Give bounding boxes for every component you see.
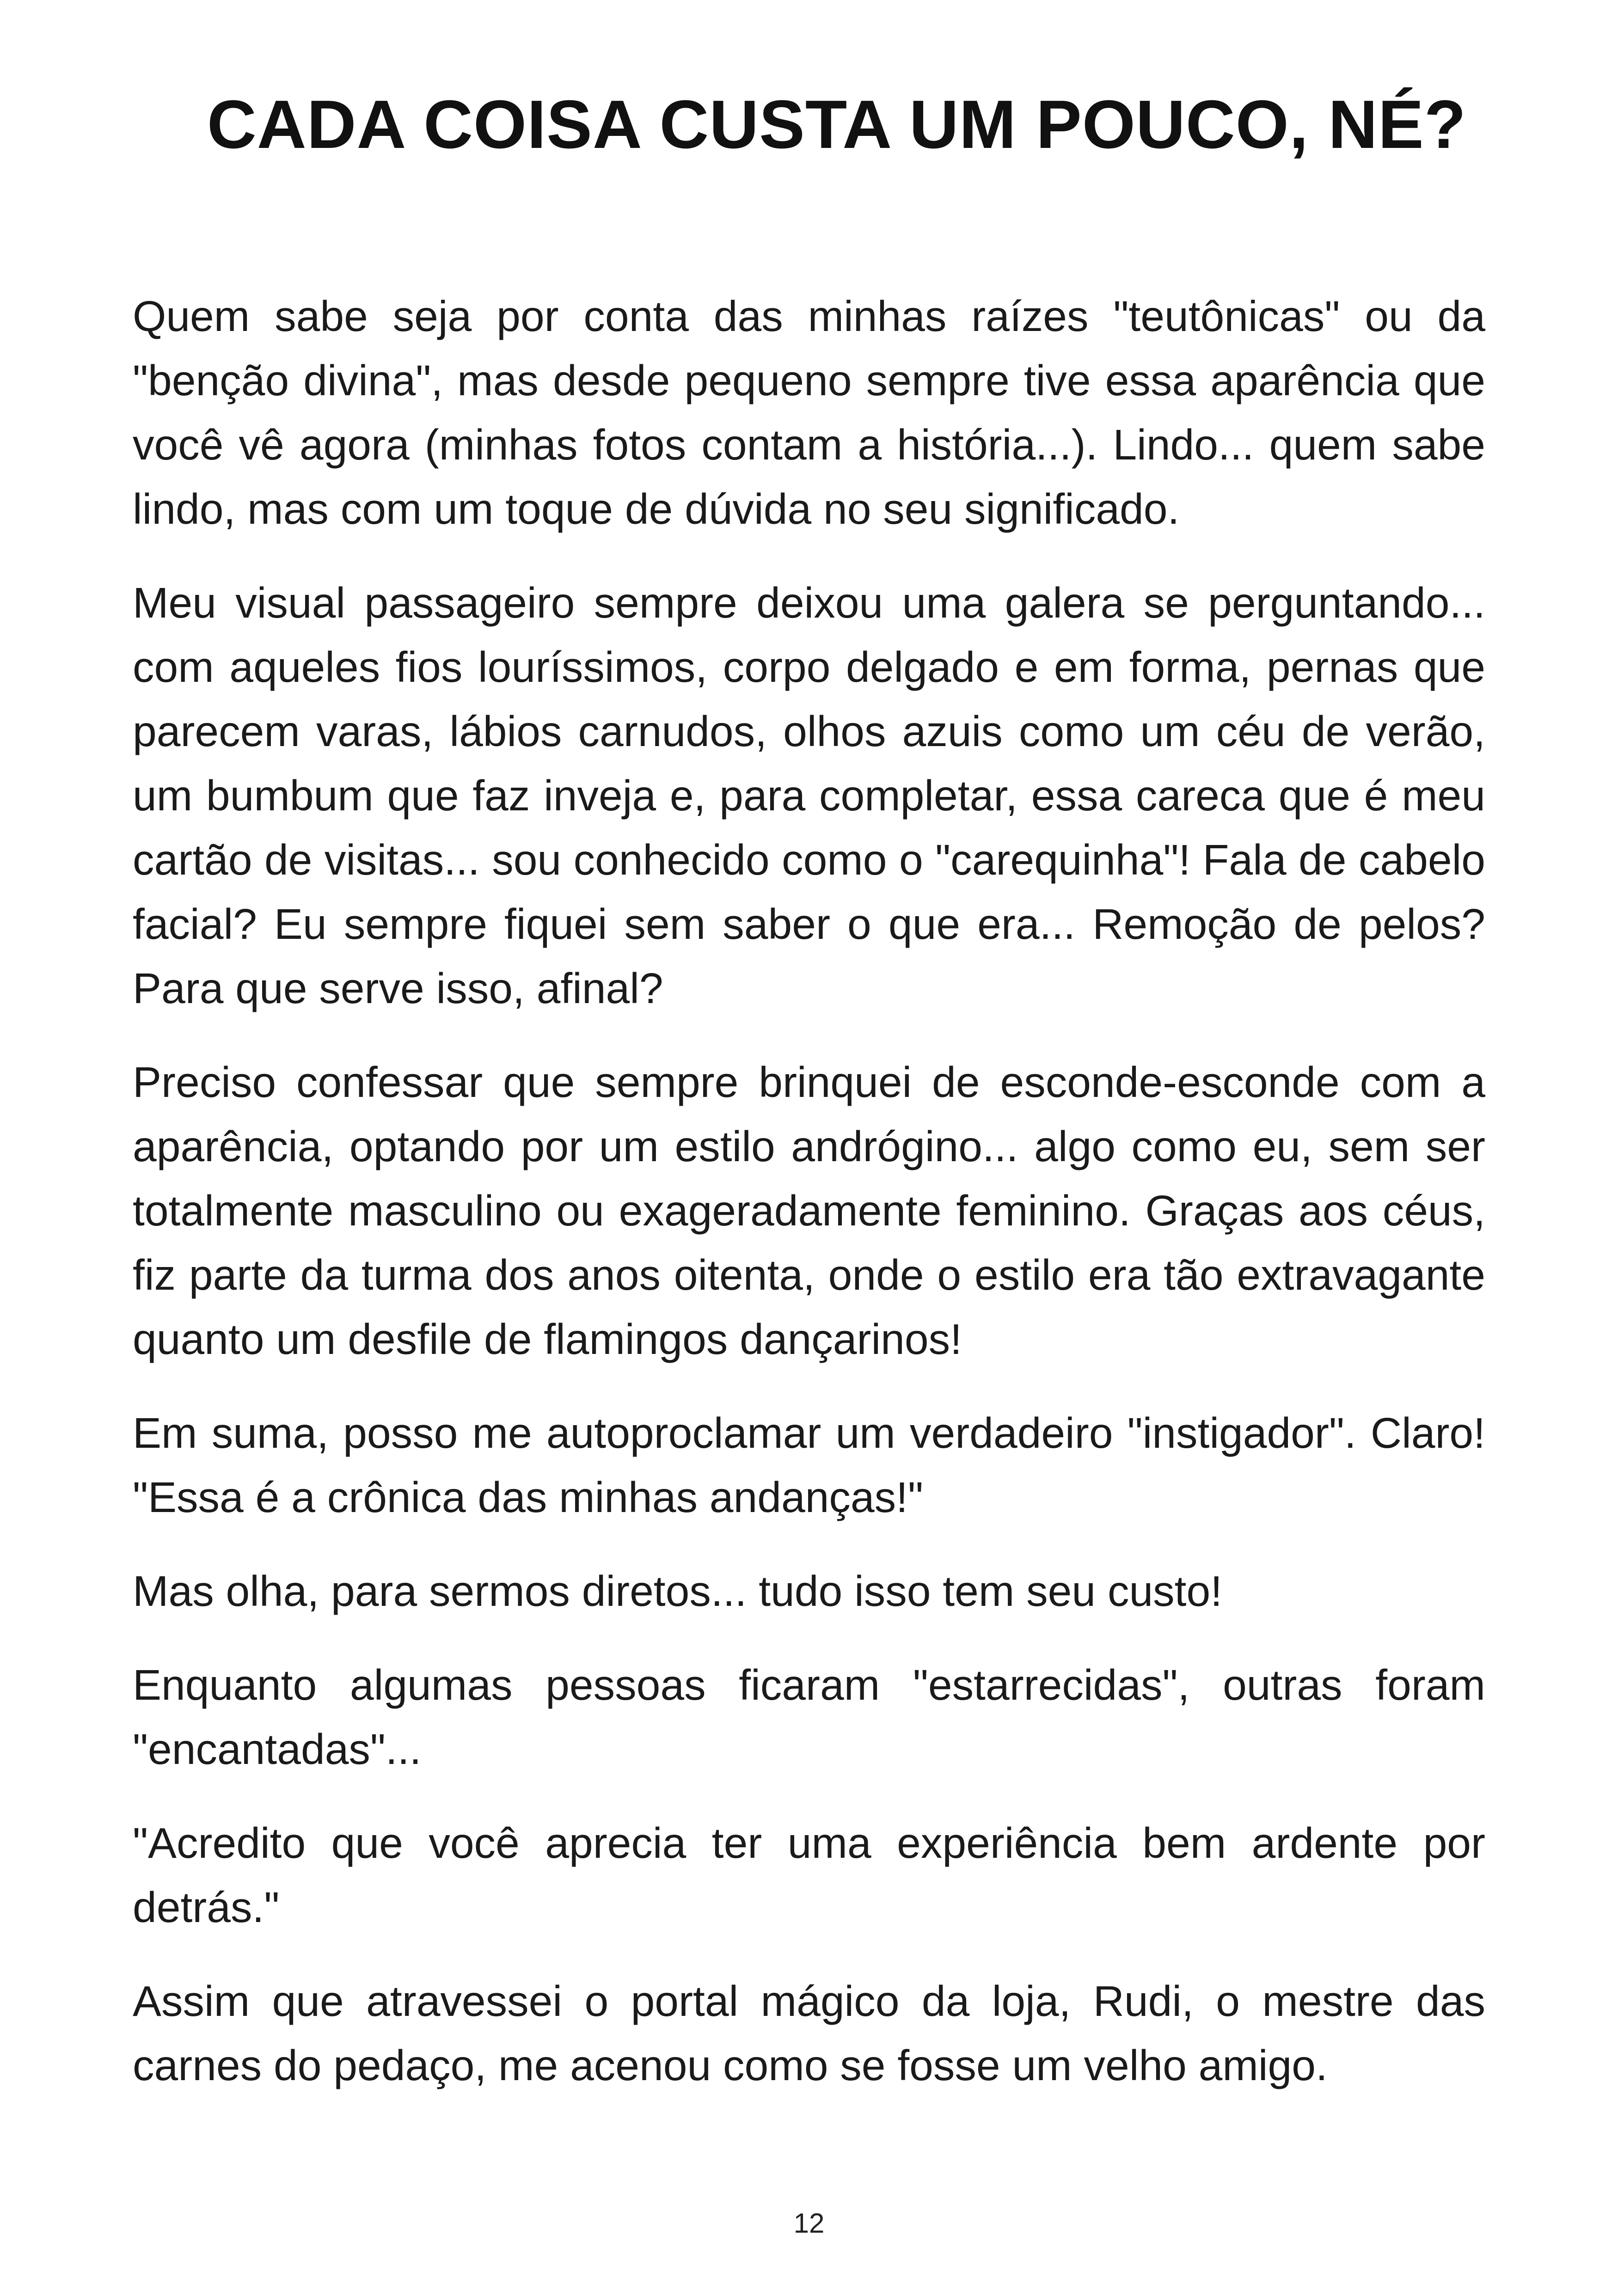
paragraph-8: Assim que atravessei o portal mágico da loja, Rudi, o mestre das carnes do pedaço, me acenou como se fosse um velho amigo. — [133, 1977, 1485, 2089]
body-text — [133, 284, 1485, 2127]
paragraph-6: Enquanto algumas pessoas ficaram "estarrecidas", outras foram "encantadas"... — [133, 1661, 1485, 1773]
paragraph-3: Preciso confessar que sempre brinquei de esconde-esconde com a aparência, optando por um estilo andrógino... algo como eu, sem ser totalmente masculino ou exageradamente feminino. Graças aos céus, fiz parte da turma dos anos oitenta, onde o estilo era tão extravagante quanto um desfile de flamingos dançarinos! — [133, 1058, 1485, 1363]
paragraph-2: Meu visual passageiro sempre deixou uma galera se perguntando... com aqueles fios louríssimos, corpo delgado e em forma, pernas que parecem varas, lábios carnudos, olhos azuis como um céu de verão, um bumbum que faz inveja e, para completar, essa careca que é meu cartão de visitas... sou conhecido como o "carequinha"! Fala de cabelo facial? Eu sempre fiquei sem saber o que era... Remoção de pelos? Para que serve isso, afinal? — [133, 579, 1485, 1012]
paragraph-4: Em suma, posso me autoproclamar um verdadeiro "instigador". Claro! "Essa é a crônica das minhas andanças!" — [133, 1409, 1485, 1521]
paragraph-7: "Acredito que você aprecia ter uma experiência bem ardente por detrás." — [133, 1819, 1485, 1931]
paragraph-5: Mas olha, para sermos diretos... tudo isso tem seu custo! — [133, 1567, 1223, 1615]
page-title: CADA COISA CUSTA UM POUCO, NÉ? — [207, 86, 1467, 163]
paragraph-1: Quem sabe seja por conta das minhas raízes "teutônicas" ou da "benção divina", mas desde pequeno sempre tive essa aparência que você vê agora (minhas fotos contam a história...). Lindo... quem sabe lindo, mas com um toque de dúvida no seu significado. — [133, 292, 1485, 533]
page-number: 12 — [793, 2208, 825, 2239]
